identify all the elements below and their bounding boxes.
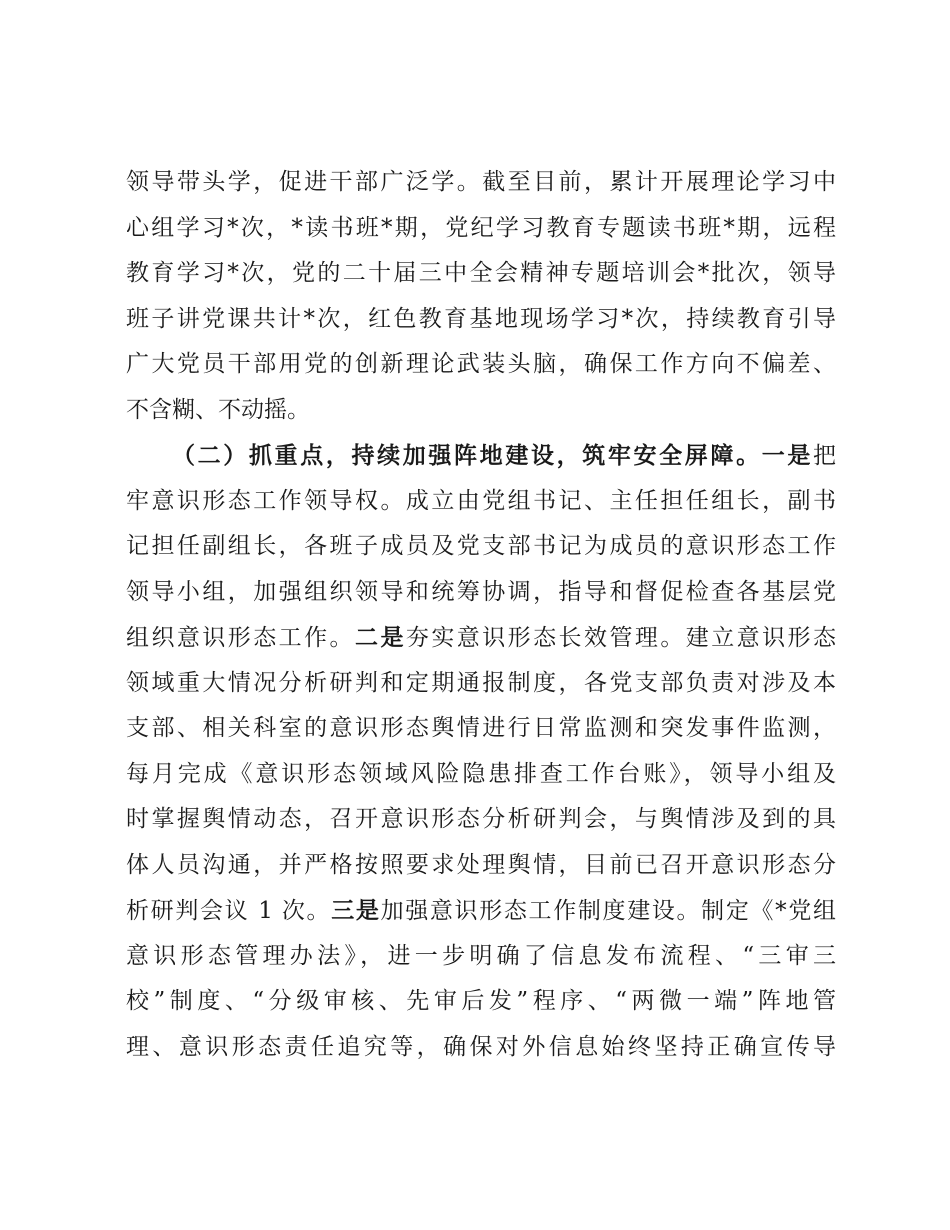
text-line: 支部、相关科室的意识形态舆情进行日常监测和突发事件监测， (126, 715, 836, 741)
text-span: 析研判会议 1 次。 (126, 898, 332, 924)
text-line: 教育学习*次，党的二十届三中全会精神专题培训会*批次，领导 (126, 260, 836, 286)
text-line: 每月完成《意识形态领域风险隐患排查工作台账》，领导小组及 (126, 760, 836, 787)
document-body (126, 160, 836, 1070)
point-marker-1: 一是 (761, 442, 814, 469)
paragraph-study (126, 160, 836, 433)
text-line: 广大党员干部用党的创新理论武装头脑，确保工作方向不偏差、 (126, 351, 836, 377)
text-line (126, 433, 836, 479)
text-line: 领导小组，加强组织领导和统筹协调，指导和督促检查各基层党 (126, 578, 836, 605)
text-span: 夯实意识形态长效管理。建立意识形态 (405, 625, 837, 651)
text-line: 理、意识形态责任追究等，确保对外信息始终坚持正确宣传导 (126, 1033, 836, 1060)
text-line: 意识形态管理办法》，进一步明确了信息发布流程、“三审三 (126, 942, 836, 969)
paragraph-position-building (126, 433, 836, 1070)
text-line: 记担任副组长，各班子成员及党支部书记为成员的意识形态工作 (126, 533, 836, 559)
text-line: 校”制度、“分级审核、先审后发”程序、“两微一端”阵地管 (126, 988, 836, 1014)
text-line: 不含糊、不动摇。 (126, 396, 310, 423)
text-line: 时掌握舆情动态，召开意识形态分析研判会，与舆情涉及到的具 (126, 806, 836, 832)
text-span: 组织意识形态工作。 (126, 625, 355, 651)
text-span: 加强意识形态工作制度建设。制定《*党组 (380, 898, 837, 924)
text-line: 牢意识形态工作领导权。成立由党组书记、主任担任组长，副书 (126, 487, 836, 514)
text-line (126, 888, 836, 934)
point-marker-2: 二是 (355, 624, 406, 651)
text-line: 班子讲党课共计*次，红色教育基地现场学习*次，持续教育引导 (126, 305, 836, 332)
text-span: 把 (813, 443, 837, 469)
point-marker-3: 三是 (331, 897, 381, 924)
text-line: 领域重大情况分析研判和定期通报制度，各党支部负责对涉及本 (126, 669, 836, 696)
text-line: 心组学习*次，*读书班*期，党纪学习教育专题读书班*期，远程 (126, 214, 836, 241)
text-line (126, 615, 836, 661)
section-heading: （二）抓重点，持续加强阵地建设，筑牢安全屏障。 (172, 442, 762, 469)
text-line: 领导带头学，促进干部广泛学。截至目前，累计开展理论学习中 (126, 169, 836, 195)
text-line: 体人员沟通，并严格按照要求处理舆情，目前已召开意识形态分 (126, 851, 836, 878)
